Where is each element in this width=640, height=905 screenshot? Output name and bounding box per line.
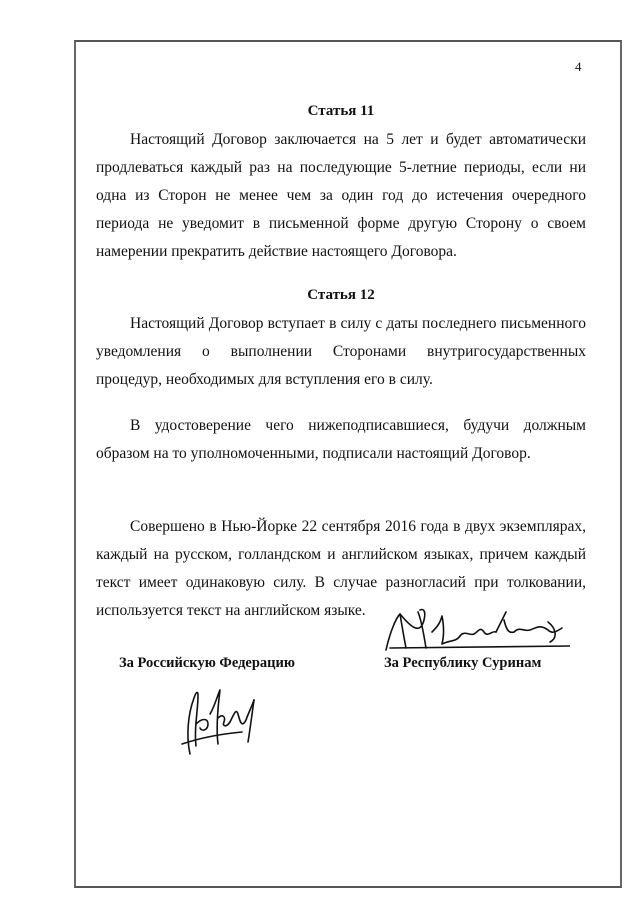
page-number: 4	[575, 59, 582, 74]
article-11-text: Настоящий Договор заключается на 5 лет и будет автоматически продлеваться каждый раз на последующие 5-летние периоды, если ни одна из Сторон не менее чем за один год до истечения очередного периода не уведомит в письменной форме другую Сторону о своем намерении прекратить действие настоящего Договора.	[96, 131, 586, 260]
suriname-signature	[380, 602, 570, 658]
article-12-text: Настоящий Договор вступает в силу с даты последнего письменного уведомления о выполнении Сторонами внутригосударственных процедур, необходимых для вступления его в силу.	[96, 315, 586, 388]
article-11-heading: Статья 11	[307, 103, 375, 119]
signatory-label-suriname: За Республику Суринам	[384, 655, 542, 671]
signatory-label-russia: За Российскую Федерацию	[119, 655, 295, 671]
article-12-heading: Статья 12	[307, 287, 375, 303]
witness-clause: В удостоверение чего нижеподписавшиеся, будучи должным образом на то уполномоченными, подписали настоящий Договор.	[96, 417, 586, 462]
russia-signature	[160, 684, 280, 764]
done-clause: Совершено в Нью-Йорке 22 сентября 2016 года в двух экземплярах, каждый на русском, голландском и английском языках, причем каждый текст имеет одинаковую силу. В случае разногласий при толковании, используется текст на английском языке.	[96, 518, 586, 619]
